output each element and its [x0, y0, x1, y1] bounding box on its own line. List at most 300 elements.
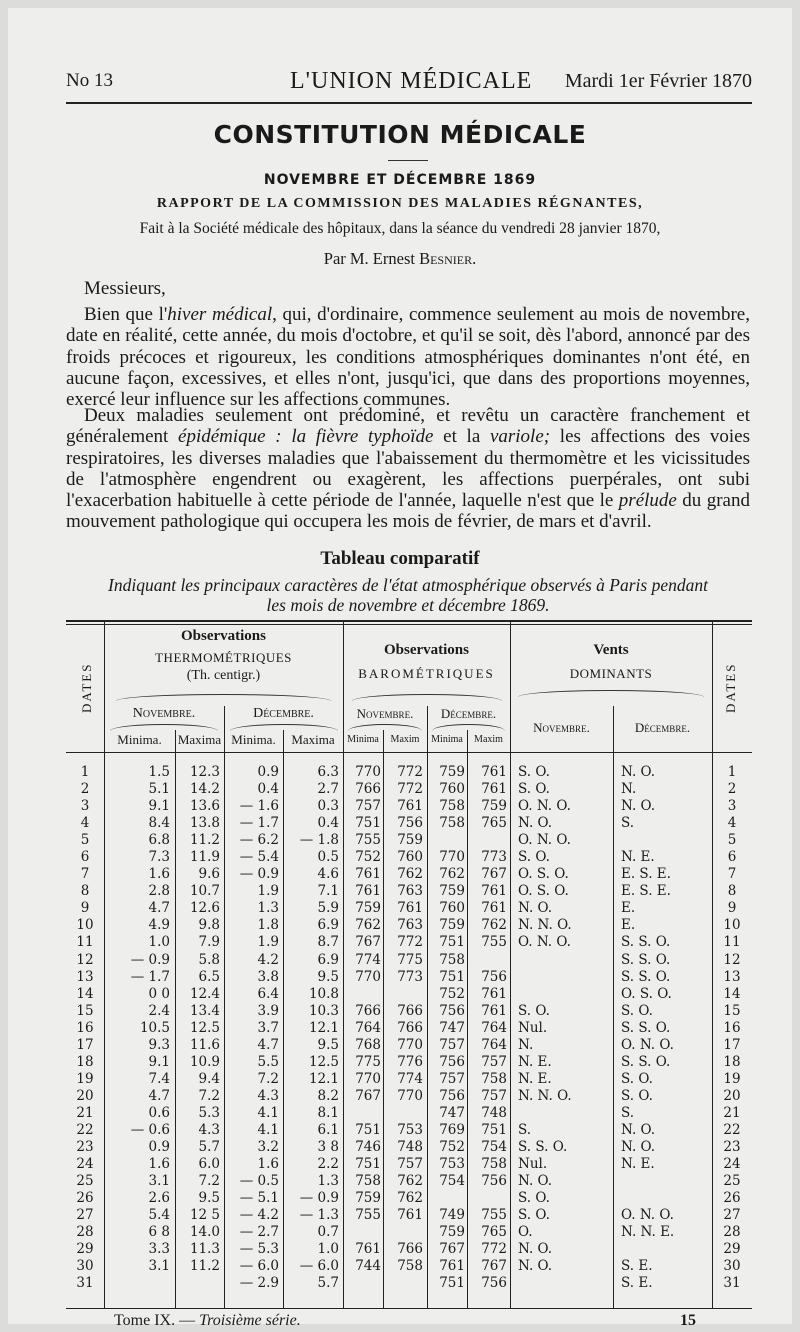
- cell-nov-min: — 1.7: [130, 968, 170, 985]
- cell-vent-dec: N. O.: [621, 1139, 656, 1156]
- paragraph-2: [66, 405, 750, 533]
- cell-vent-nov: O. S. O.: [518, 883, 569, 900]
- p2-text-a: Deux maladies seulement ont prédominé, et revêtu un caractère franchement et généralement: [66, 405, 750, 448]
- cell-baro-nov-min: 766: [355, 781, 381, 798]
- cell-baro-dec-min: 754: [439, 1173, 465, 1190]
- cell-nov-max: 7.9: [198, 934, 220, 951]
- cell-date-right: 12: [723, 951, 741, 968]
- cell-dec-min: 4.2: [257, 951, 279, 968]
- cell-baro-dec-min: 751: [439, 968, 465, 985]
- comparative-table: [66, 620, 752, 1308]
- table-title: Tableau comparatif: [320, 548, 480, 569]
- table-row: [66, 1258, 752, 1275]
- cell-nov-min: 5.4: [148, 1207, 170, 1224]
- cell-vent-dec: S. S. O.: [621, 951, 671, 968]
- cell-baro-dec-max: 767: [481, 1258, 507, 1275]
- table-row: [66, 1207, 752, 1224]
- cell-nov-max: 14.2: [189, 781, 220, 798]
- cell-dec-max: 10.8: [308, 985, 339, 1002]
- cell-vent-nov: O. N. O.: [518, 934, 571, 951]
- cell-baro-dec-max: 756: [481, 1173, 507, 1190]
- cell-baro-nov-min: 761: [355, 1241, 381, 1258]
- cell-date: 23: [76, 1139, 94, 1156]
- cell-nov-max: 13.8: [189, 815, 220, 832]
- report-line: RAPPORT DE LA COMMISSION DES MALADIES RÉGNANTES,: [156, 196, 644, 211]
- baro-title: Observations: [383, 642, 469, 658]
- cell-dec-max: 0.4: [317, 815, 339, 832]
- p2-italic-b: épidémique : la fièvre typhoïde: [178, 426, 434, 448]
- cell-baro-nov-min: 766: [355, 1002, 381, 1019]
- thermo-dec-min: Minima.: [231, 732, 276, 747]
- cell-nov-min: 10.5: [139, 1019, 170, 1036]
- cell-nov-min: 7.4: [148, 1070, 170, 1087]
- cell-vent-dec: N. E.: [621, 849, 655, 866]
- cell-dec-min: 0.4: [257, 781, 279, 798]
- cell-dec-max: 6.9: [317, 951, 339, 968]
- cell-date: 16: [76, 1019, 94, 1036]
- cell-baro-dec-max: 764: [481, 1019, 507, 1036]
- cell-dec-max: — 1.8: [299, 832, 339, 849]
- cell-date-right: 24: [723, 1156, 741, 1173]
- cell-date: 20: [76, 1087, 94, 1104]
- cell-vent-dec: E. S. E.: [621, 866, 671, 883]
- cell-baro-dec-min: 753: [439, 1156, 465, 1173]
- issue-date: Mardi 1er Février 1870: [564, 70, 752, 92]
- cell-date: 5: [80, 832, 90, 849]
- cell-baro-dec-min: 758: [439, 951, 465, 968]
- cell-nov-min: 3.3: [148, 1241, 170, 1258]
- cell-baro-nov-max: 757: [397, 1156, 423, 1173]
- cell-dec-max: 12.5: [308, 1053, 339, 1070]
- cell-date-right: 31: [723, 1275, 741, 1292]
- cell-baro-nov-min: 762: [355, 917, 381, 934]
- cell-baro-dec-min: 758: [439, 798, 465, 815]
- cell-dec-max: 6.1: [317, 1121, 339, 1138]
- cell-baro-nov-max: 756: [397, 815, 423, 832]
- cell-nov-max: 7.2: [198, 1087, 220, 1104]
- cell-date-right: 23: [723, 1139, 741, 1156]
- cell-nov-max: 9.4: [198, 1070, 220, 1087]
- cell-nov-min: 8.4: [148, 815, 170, 832]
- cell-date: 17: [76, 1036, 94, 1053]
- cell-nov-max: 12 5: [189, 1207, 220, 1224]
- cell-baro-nov-max: 772: [397, 764, 423, 780]
- cell-baro-dec-min: 751: [439, 1275, 465, 1292]
- cell-baro-dec-max: 761: [481, 764, 507, 780]
- baro-dec: Décembre.: [440, 706, 497, 721]
- cell-dec-max: — 6.0: [299, 1258, 339, 1275]
- cell-dec-min: 1.3: [257, 900, 279, 917]
- cell-date: 29: [76, 1241, 94, 1258]
- title-rule: [388, 160, 428, 161]
- cell-baro-nov-min: 746: [355, 1139, 381, 1156]
- thermo-dec-max: Maxima: [291, 732, 335, 747]
- cell-date-right: 17: [723, 1036, 741, 1053]
- cell-vent-nov: O.: [518, 1224, 533, 1241]
- baro-nov: Novembre.: [356, 706, 414, 721]
- cell-dec-min: — 5.4: [239, 849, 279, 866]
- cell-date-right: 2: [727, 781, 737, 798]
- cell-date: 7: [80, 866, 90, 883]
- cell-dec-min: — 1.7: [239, 815, 279, 832]
- cell-baro-nov-max: 758: [397, 1258, 423, 1275]
- thermo-nov-min: Minima.: [117, 732, 162, 747]
- cell-baro-dec-min: 759: [439, 883, 465, 900]
- cell-baro-dec-max: 761: [481, 985, 507, 1002]
- cell-baro-nov-max: 761: [397, 798, 423, 815]
- table-row: [66, 815, 752, 832]
- cell-nov-max: 11.6: [189, 1036, 220, 1053]
- cell-baro-nov-max: 776: [397, 1053, 423, 1070]
- cell-baro-dec-min: 769: [439, 1121, 465, 1138]
- cell-baro-nov-min: 761: [355, 883, 381, 900]
- table-row: [66, 934, 752, 951]
- cell-dec-max: 5.7: [317, 1275, 339, 1292]
- cell-baro-dec-min: 759: [439, 917, 465, 934]
- cell-vent-nov: S. O.: [518, 849, 550, 866]
- cell-nov-max: 9.6: [198, 866, 220, 883]
- table-row: [66, 1241, 752, 1258]
- cell-dec-max: — 1.3: [299, 1207, 339, 1224]
- cell-nov-min: 5.1: [148, 781, 170, 798]
- cell-date-right: 28: [723, 1224, 741, 1241]
- cell-date: 28: [76, 1224, 94, 1241]
- vents-sub: DOMINANTS: [569, 666, 653, 681]
- cell-date: 24: [76, 1156, 94, 1173]
- cell-vent-dec: N. N. E.: [621, 1224, 675, 1241]
- cell-baro-nov-max: 759: [397, 832, 423, 849]
- cell-vent-dec: S.: [621, 815, 635, 832]
- cell-nov-min: 1.6: [148, 1156, 170, 1173]
- cell-date: 18: [76, 1053, 94, 1070]
- cell-dec-max: 5.9: [317, 900, 339, 917]
- table-row: [66, 832, 752, 849]
- cell-date: 21: [76, 1104, 94, 1121]
- cell-dec-max: 3 8: [317, 1139, 339, 1156]
- cell-date: 19: [76, 1070, 94, 1087]
- cell-baro-nov-max: 762: [397, 1190, 423, 1207]
- cell-baro-dec-min: 759: [439, 1224, 465, 1241]
- cell-dec-max: 10.3: [308, 1002, 339, 1019]
- cell-baro-dec-max: 758: [481, 1156, 507, 1173]
- cell-baro-nov-min: 755: [355, 1207, 381, 1224]
- cell-date: 31: [76, 1275, 94, 1292]
- cell-baro-dec-max: 773: [481, 849, 507, 866]
- cell-dec-min: 3.8: [257, 968, 279, 985]
- cell-date: 27: [76, 1207, 94, 1224]
- article-title: CONSTITUTION MÉDICALE: [213, 120, 587, 149]
- cell-dec-max: 1.0: [317, 1241, 339, 1258]
- cell-nov-min: 0.6: [148, 1104, 170, 1121]
- cell-date: 11: [76, 934, 94, 951]
- cell-vent-nov: S.: [518, 1121, 532, 1138]
- footer-tome-text: Tome IX. —: [114, 1312, 196, 1329]
- cell-date-right: 6: [727, 849, 737, 866]
- cell-vent-nov: N. N. O.: [518, 1087, 572, 1104]
- cell-vent-dec: S. E.: [621, 1258, 653, 1275]
- cell-baro-nov-max: 748: [397, 1139, 423, 1156]
- cell-baro-dec-min: 756: [439, 1053, 465, 1070]
- cell-baro-dec-min: 757: [439, 1070, 465, 1087]
- cell-nov-min: 6 8: [148, 1224, 170, 1241]
- cell-date: 10: [76, 917, 94, 934]
- cell-nov-min: 3.1: [148, 1258, 170, 1275]
- cell-vent-nov: S. O.: [518, 1207, 550, 1224]
- cell-dec-max: 9.5: [317, 968, 339, 985]
- vents-nov: Novembre.: [533, 720, 590, 735]
- cell-vent-nov: S. O.: [518, 764, 550, 780]
- cell-nov-min: 4.7: [148, 1087, 170, 1104]
- cell-dec-max: 0.3: [317, 798, 339, 815]
- table-row: [66, 1173, 752, 1190]
- cell-date-right: 27: [723, 1207, 741, 1224]
- cell-baro-nov-max: 762: [397, 866, 423, 883]
- table-row: [66, 1139, 752, 1156]
- cell-baro-nov-max: 762: [397, 1173, 423, 1190]
- cell-baro-dec-max: 756: [481, 968, 507, 985]
- cell-dec-min: 3.7: [257, 1019, 279, 1036]
- cell-dec-min: — 2.9: [239, 1275, 279, 1292]
- p2-italic-f: prélude: [618, 490, 677, 512]
- brace: [116, 694, 331, 701]
- brace: [432, 724, 505, 731]
- cell-nov-min: 6.8: [148, 832, 170, 849]
- cell-date: 3: [80, 798, 90, 815]
- cell-vent-dec: O. N. O.: [621, 1036, 674, 1053]
- cell-baro-nov-min: 759: [355, 1190, 381, 1207]
- cell-baro-nov-max: 766: [397, 1241, 423, 1258]
- cell-nov-max: 12.5: [189, 1019, 220, 1036]
- cell-nov-max: 10.7: [189, 883, 220, 900]
- table-row: [66, 917, 752, 934]
- issue-number: No 13: [66, 70, 113, 91]
- cell-baro-dec-max: 761: [481, 883, 507, 900]
- cell-baro-nov-min: 751: [355, 815, 381, 832]
- cell-nov-max: 7.2: [198, 1173, 220, 1190]
- cell-date-right: 7: [727, 866, 737, 883]
- cell-baro-nov-max: 774: [397, 1070, 423, 1087]
- society-line: Fait à la Société médicale des hôpitaux, dans la séance du vendredi 28 janvier 1870,: [139, 220, 661, 237]
- cell-nov-max: 13.6: [189, 798, 220, 815]
- cell-baro-nov-max: 761: [397, 900, 423, 917]
- cell-date-right: 1: [727, 764, 737, 780]
- cell-date: 26: [76, 1190, 94, 1207]
- cell-date-right: 15: [723, 1002, 741, 1019]
- cell-vent-nov: N. O.: [518, 815, 553, 832]
- thermo-nov-max: Maxima: [177, 732, 222, 747]
- cell-baro-dec-min: 761: [439, 1258, 465, 1275]
- cell-nov-min: 4.9: [148, 917, 170, 934]
- table-row: [66, 764, 752, 781]
- cell-dec-min: 1.8: [257, 917, 279, 934]
- cell-dec-max: 8.1: [317, 1104, 339, 1121]
- cell-dec-min: 1.9: [257, 934, 279, 951]
- cell-vent-nov: Nul.: [518, 1156, 548, 1173]
- cell-date-right: 5: [727, 832, 737, 849]
- cell-baro-nov-max: 772: [397, 781, 423, 798]
- cell-baro-nov-min: 759: [355, 900, 381, 917]
- cell-vent-dec: N. E.: [621, 1156, 655, 1173]
- cell-vent-dec: S. S. O.: [621, 968, 671, 985]
- cell-vent-nov: N. N. O.: [518, 917, 572, 934]
- cell-nov-min: 0.9: [148, 1139, 170, 1156]
- table-header-rule: [66, 752, 752, 753]
- cell-dec-min: — 5.3: [239, 1241, 279, 1258]
- cell-date: 22: [76, 1121, 94, 1138]
- cell-date: 14: [76, 985, 94, 1002]
- table-row: [66, 900, 752, 917]
- cell-nov-min: 9.1: [148, 798, 170, 815]
- cell-date: 2: [80, 781, 90, 798]
- cell-nov-max: 12.6: [189, 900, 220, 917]
- cell-dec-max: 8.2: [317, 1087, 339, 1104]
- cell-nov-max: 10.9: [189, 1053, 220, 1070]
- brace: [518, 690, 704, 697]
- table-row: [66, 969, 752, 986]
- cell-date-right: 21: [723, 1104, 741, 1121]
- cell-baro-dec-max: 751: [481, 1121, 507, 1138]
- table-row: [66, 866, 752, 883]
- thermo-nov: Novembre.: [132, 706, 196, 721]
- cell-nov-min: 2.4: [148, 1002, 170, 1019]
- cell-baro-nov-min: 761: [355, 866, 381, 883]
- baro-sub: BAROMÉTRIQUES: [358, 666, 495, 681]
- cell-nov-min: 4.7: [148, 900, 170, 917]
- cell-vent-dec: E. S. E.: [621, 883, 671, 900]
- cell-date: 13: [76, 968, 94, 985]
- cell-nov-max: 6.0: [198, 1156, 220, 1173]
- cell-baro-dec-min: 752: [439, 1139, 465, 1156]
- cell-dec-max: 12.1: [308, 1019, 339, 1036]
- journal-page: [8, 8, 792, 1329]
- cell-baro-dec-max: 756: [481, 1275, 507, 1292]
- cell-date-right: 13: [723, 968, 741, 985]
- table-row: [66, 1088, 752, 1105]
- cell-vent-nov: S. O.: [518, 1190, 550, 1207]
- cell-vent-dec: S. S. O.: [621, 1053, 671, 1070]
- cell-vent-nov: N. E.: [518, 1070, 552, 1087]
- cell-dec-min: — 1.6: [239, 798, 279, 815]
- cell-nov-max: 13.4: [189, 1002, 220, 1019]
- cell-baro-nov-min: 764: [355, 1019, 381, 1036]
- cell-baro-dec-max: 761: [481, 781, 507, 798]
- cell-date-right: 30: [723, 1258, 741, 1275]
- footer-serie: Troisième série.: [199, 1312, 301, 1329]
- cell-nov-max: 11.2: [189, 832, 220, 849]
- running-head: [66, 66, 752, 96]
- cell-baro-dec-max: 761: [481, 1002, 507, 1019]
- cell-baro-nov-min: 775: [355, 1053, 381, 1070]
- cell-baro-dec-max: 761: [481, 900, 507, 917]
- thermo-unit: (Th. centigr.): [186, 668, 261, 683]
- cell-baro-nov-max: 766: [397, 1019, 423, 1036]
- cell-nov-min: 3.1: [148, 1173, 170, 1190]
- cell-baro-nov-min: 755: [355, 832, 381, 849]
- baro-dec-min: Minima: [431, 734, 463, 745]
- cell-vent-dec: S. O.: [621, 1070, 653, 1087]
- brace: [110, 724, 218, 731]
- table-row: [66, 1054, 752, 1071]
- cell-nov-min: 1.6: [148, 866, 170, 883]
- cell-date-right: 3: [727, 798, 737, 815]
- cell-baro-dec-min: 760: [439, 900, 465, 917]
- cell-baro-nov-min: 774: [355, 951, 381, 968]
- cell-baro-dec-min: 747: [439, 1104, 465, 1121]
- cell-baro-dec-min: 752: [439, 985, 465, 1002]
- page-number: 15: [680, 1312, 696, 1329]
- cell-baro-dec-max: 754: [481, 1139, 507, 1156]
- cell-baro-nov-min: 744: [355, 1258, 381, 1275]
- cell-nov-min: 2.6: [148, 1190, 170, 1207]
- cell-baro-dec-min: 758: [439, 815, 465, 832]
- cell-date-right: 22: [723, 1121, 741, 1138]
- cell-nov-min: 1.5: [148, 764, 170, 780]
- cell-baro-nov-max: 773: [397, 968, 423, 985]
- cell-baro-dec-max: 755: [481, 1207, 507, 1224]
- cell-dec-min: 4.3: [257, 1087, 279, 1104]
- cell-baro-dec-max: 765: [481, 1224, 507, 1241]
- cell-nov-max: 9.5: [198, 1190, 220, 1207]
- cell-nov-max: 9.8: [198, 917, 220, 934]
- cell-date-right: 4: [727, 815, 737, 832]
- cell-date-right: 16: [723, 1019, 741, 1036]
- table-bottom-rule: [66, 1308, 752, 1309]
- cell-dec-min: 4.1: [257, 1121, 279, 1138]
- cell-dec-min: 7.2: [257, 1070, 279, 1087]
- cell-baro-dec-max: 772: [481, 1241, 507, 1258]
- cell-vent-dec: E.: [621, 917, 636, 934]
- salutation: Messieurs,: [84, 278, 166, 299]
- cell-baro-nov-min: 768: [355, 1036, 381, 1053]
- cell-baro-dec-min: 770: [439, 849, 465, 866]
- cell-baro-dec-min: 756: [439, 1002, 465, 1019]
- table-row: [66, 1156, 752, 1173]
- cell-baro-dec-min: 762: [439, 866, 465, 883]
- cell-date-right: 18: [723, 1053, 741, 1070]
- cell-vent-nov: N. O.: [518, 1241, 553, 1258]
- journal-title: L'UNION MÉDICALE: [290, 68, 533, 94]
- cell-vent-nov: O. N. O.: [518, 798, 571, 815]
- dates-header-left: DATES: [79, 662, 94, 713]
- baro-dec-max: Maxim: [474, 734, 503, 745]
- cell-baro-nov-min: 767: [355, 1087, 381, 1104]
- author-line: [8, 249, 792, 269]
- cell-date: 9: [80, 900, 90, 917]
- cell-vent-nov: N. O.: [518, 1258, 553, 1275]
- cell-date: 25: [76, 1173, 94, 1190]
- cell-dec-max: 1.3: [317, 1173, 339, 1190]
- cell-baro-dec-max: 764: [481, 1036, 507, 1053]
- cell-date: 6: [80, 849, 90, 866]
- cell-baro-dec-min: 760: [439, 781, 465, 798]
- cell-vent-dec: O. S. O.: [621, 985, 672, 1002]
- cell-baro-nov-max: 770: [397, 1036, 423, 1053]
- cell-date: 30: [76, 1258, 94, 1275]
- cell-dec-min: 5.5: [257, 1053, 279, 1070]
- table-row: [66, 1190, 752, 1207]
- cell-baro-nov-min: 767: [355, 934, 381, 951]
- cell-date: 1: [80, 764, 90, 780]
- cell-baro-nov-max: 770: [397, 1087, 423, 1104]
- cell-nov-max: 11.3: [189, 1241, 220, 1258]
- cell-baro-dec-max: 758: [481, 1070, 507, 1087]
- cell-nov-max: 6.5: [198, 968, 220, 985]
- cell-baro-nov-max: 766: [397, 1002, 423, 1019]
- cell-vent-dec: S. S. O.: [621, 1019, 671, 1036]
- cell-vent-dec: O. N. O.: [621, 1207, 674, 1224]
- table-row: [66, 798, 752, 815]
- cell-vent-dec: S. O.: [621, 1087, 653, 1104]
